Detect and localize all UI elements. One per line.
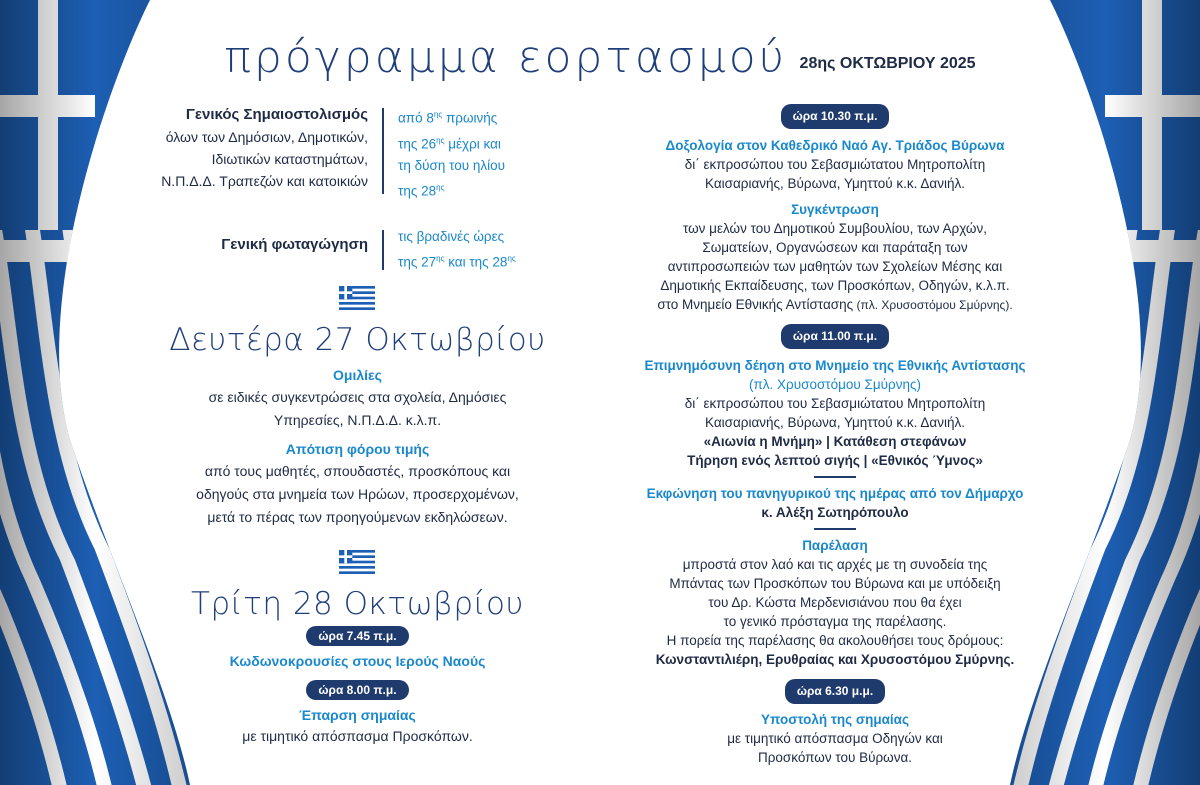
section-divider — [814, 476, 856, 478]
memorial-line: δι΄ εκπροσώπου του Σεβασμιώτατου Μητροπολίτη — [684, 396, 986, 411]
parade-line: το γενικό πρόσταγμα της παρέλασης. — [723, 614, 947, 629]
monday-title: Δευτέρα 27 Οκτωβρίου — [169, 322, 546, 358]
time-badge: ώρα 7.45 π.μ. — [306, 626, 408, 646]
gathering-line: Σωματείων, Οργανώσεων και παράταξη των — [702, 240, 968, 255]
memorial-heading: Επιμνημόσυνη δέηση στο Μνημείο της Εθνικής Αντίστασης — [644, 358, 1026, 373]
page-subtitle: 28ης ΟΚΤΩΒΡΙΟΥ 2025 — [799, 55, 976, 72]
flagging-line: Ιδιωτικών καταστημάτων, — [211, 151, 368, 167]
vertical-divider — [382, 108, 384, 194]
vertical-divider — [382, 230, 384, 270]
flagging-time-line: τη δύση του ηλίου — [398, 158, 506, 173]
flagging-line: όλων των Δημόσιων, Δημοτικών, — [165, 129, 368, 145]
memorial-ritual: Τήρηση ενός λεπτού σιγής | «Εθνικός Ύμνος» — [687, 453, 983, 468]
lowering-line: Προσκόπων του Βύρωνα. — [757, 750, 913, 765]
section-divider — [814, 528, 856, 530]
bells-heading: Κωδωνοκρουσίες στους Ιερούς Ναούς — [229, 653, 486, 669]
flagging-line: Ν.Π.Δ.Δ. Τραπεζών και κατοικιών — [161, 173, 368, 189]
header — [0, 32, 1200, 83]
parade-line: Μπάντας των Προσκόπων του Βύρωνα και με υπόδειξη — [669, 576, 1001, 591]
speeches-line: σε ειδικές συγκεντρώσεις στα σχολεία, Δημόσιες — [208, 389, 507, 405]
gathering-line: των μελών του Δημοτικού Συμβουλίου, των Αρχών, — [683, 221, 987, 236]
flagging-time-line: από $8^{\eta\varsigma}$ πρωινής — [398, 110, 498, 126]
speech-heading: Εκφώνηση του πανηγυρικού της ημέρας από τον Δήμαρχο — [646, 486, 1024, 501]
raising-line: με τιμητικό απόσπασμα Προσκόπων. — [242, 728, 473, 744]
doxology-line: Καισαριανής, Βύρωνα, Υμηττού κ.κ. Δανιήλ. — [705, 176, 965, 191]
greek-flag-icon — [339, 286, 375, 310]
parade-line: Η πορεία της παρέλασης θα ακολουθήσει τους δρόμους: — [666, 633, 1004, 648]
speech-name: κ. Αλέξη Σωτηρόπουλο — [761, 505, 909, 520]
tribute-line: οδηγούς στα μνημεία των Ηρώων, προσερχομένων, — [196, 486, 519, 502]
lighting-line: της $27^{\eta\varsigma}$ και της $28^{\eta\varsigma}$ — [398, 254, 516, 270]
lowering-line: με τιμητικό απόσπασμα Οδηγών και — [727, 731, 943, 746]
lighting-heading: Γενική φωταγώγηση — [221, 236, 368, 253]
tribute-heading: Απότιση φόρου τιμής — [285, 441, 430, 457]
flagging-time-line: της $28^{\eta\varsigma}$ — [398, 183, 445, 199]
tuesday-title: Τρίτη 28 Οκτωβρίου — [191, 586, 524, 622]
lowering-heading: Υποστολή της σημαίας — [761, 712, 909, 727]
gathering-line: Δημοτικής Εκπαίδευσης, των Προσκόπων, Οδηγών, κ.λ.π. — [660, 278, 1010, 293]
time-badge: ώρα 11.00 π.μ. — [781, 324, 889, 349]
gathering-heading: Συγκέντρωση — [791, 202, 879, 217]
doxology-line: δι΄ εκπροσώπου του Σεβασμιώτατου Μητροπολίτη — [684, 157, 986, 172]
time-badge: ώρα 10.30 π.μ. — [781, 104, 890, 129]
parade-line: του Δρ. Κώστα Μερδενισιάνου που θα έχει — [708, 595, 962, 610]
tribute-line: μετά το πέρας των προηγούμενων εκδηλώσεων. — [207, 509, 508, 525]
tuesday-section — [150, 586, 565, 746]
gathering-line: στο Μνημείο Εθνικής Αντίστασης (πλ. Χρυσοστόμου Σμύρνης). — [657, 297, 1013, 312]
flagging-time-line: της $26^{\eta\varsigma}$ μέχρι και — [398, 135, 501, 151]
page-title: πρόγραμμα εορτασμού — [224, 32, 788, 83]
memorial-line: Καισαριανής, Βύρωνα, Υμηττού κ.κ. Δανιήλ. — [705, 415, 965, 430]
flagging-heading: Γενικός Σημαιοστολισμός — [185, 106, 368, 123]
speeches-line: Υπηρεσίες, Ν.Π.Δ.Δ. κ.λ.π. — [273, 412, 442, 428]
parade-heading: Παρέλαση — [802, 538, 868, 553]
time-badge: ώρα 8.00 π.μ. — [306, 680, 408, 700]
gathering-line: αντιπροσωπειών των μαθητών των Σχολείων Μέσης και — [667, 259, 1003, 274]
lighting-line: τις βραδινές ώρες — [398, 229, 505, 244]
doxology-heading: Δοξολογία στον Καθεδρικό Ναό Αγ. Τριάδος Βύρωνα — [665, 138, 1005, 153]
greek-flag-icon — [339, 550, 375, 574]
speeches-heading: Ομιλίες — [333, 367, 382, 383]
time-badge: ώρα 6.30 μ.μ. — [785, 679, 885, 704]
right-column — [610, 104, 1060, 767]
memorial-ritual: «Αιωνία η Μνήμη» | Κατάθεση στεφάνων — [703, 434, 967, 449]
memorial-place: (πλ. Χρυσοστόμου Σμύρνης) — [748, 377, 921, 392]
parade-line: μπροστά στον λαό και τις αρχές με τη συνοδεία της — [682, 557, 988, 572]
monday-section — [150, 322, 565, 529]
raising-heading: Έπαρση σημαίας — [299, 707, 416, 723]
parade-streets: Κωνσταντιλιέρη, Ερυθραίας και Χρυσοστόμου Σμύρνης. — [655, 652, 1015, 667]
tribute-line: από τους μαθητές, σπουδαστές, προσκόπους και — [204, 463, 511, 479]
